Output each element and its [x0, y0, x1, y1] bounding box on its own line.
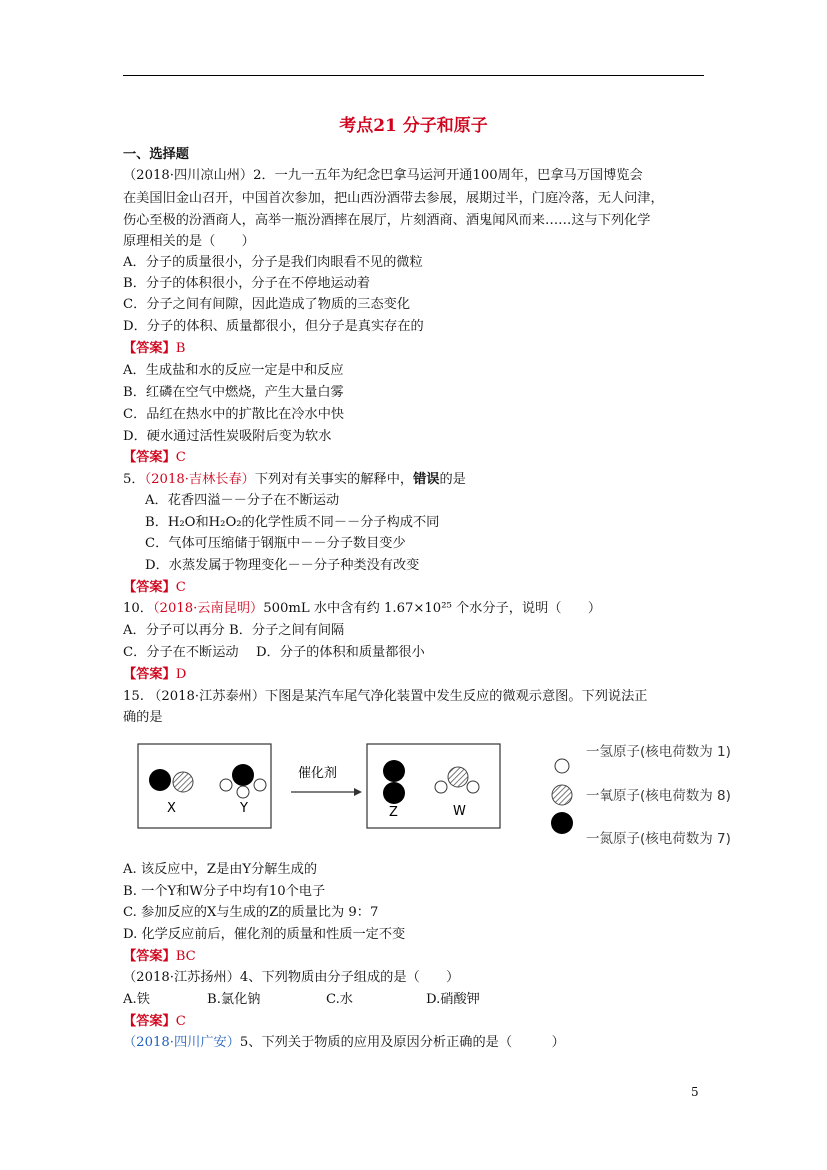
molecule-z: [383, 760, 405, 804]
q1-line-2: 在美国旧金山召开，中国首次参加，把山西汾酒带去参展，展期过半，门庭冷落，无人问津，: [123, 191, 664, 206]
answer-label: 【答案】: [123, 580, 176, 595]
answer-value: C: [175, 580, 186, 595]
q3-option-d: D．水蒸发属于物理变化－－分子种类没有改变: [145, 558, 420, 573]
q6-answer: [123, 1011, 186, 1032]
q5-line-1: 15. （2018·江苏泰州）下图是某汽车尾气净化装置中发生反应的微观示意图。下列说法正: [123, 689, 648, 704]
q4-answer: [123, 664, 186, 685]
q3-answer: [123, 577, 186, 598]
page-number: 5: [691, 1085, 699, 1099]
q5-answer: [123, 946, 196, 967]
legend-oxygen-icon: [552, 785, 572, 805]
q2-option-d: D．硬水通过活性炭吸附后变为软水: [123, 429, 332, 444]
label-x: X: [167, 801, 176, 816]
q4-number: 10．: [123, 601, 153, 616]
q3-stem: [123, 469, 466, 490]
legend-nitrogen: 一氮原子(核电荷数为 7): [586, 831, 731, 847]
page-title: 考点21 分子和原子: [339, 116, 488, 136]
q6-option-b: B.氯化钠: [207, 992, 261, 1007]
q3-source: （2018·吉林长春）: [144, 472, 255, 487]
answer-value: D: [175, 667, 187, 682]
molecule-w: [435, 767, 479, 793]
q2-option-a: A．生成盐和水的反应一定是中和反应: [123, 363, 344, 378]
q3-emphasis: 错误: [413, 472, 440, 487]
q4-source: （2018·云南昆明）: [152, 601, 264, 616]
q1-option-d: D．分子的体积、质量都很小，但分子是真实存在的: [123, 319, 424, 334]
q3-stem-text: 下列对有关事实的解释中，: [254, 472, 414, 487]
answer-label: 【答案】: [123, 450, 176, 465]
q4-stem: [123, 598, 601, 619]
q5-option-a: A. 该反应中，Z是由Y分解生成的: [123, 862, 318, 877]
q7-source: （2018·四川广安）: [123, 1035, 240, 1050]
q6-stem: （2018·江苏扬州）4、下列物质由分子组成的是（ ）: [123, 970, 460, 985]
reaction-diagram: [130, 735, 780, 850]
section-heading: 一、选择题: [123, 147, 189, 162]
q5-option-c: C. 参加反应的X与生成的Z的质量比为 9：7: [123, 905, 379, 920]
q3-option-c: C．气体可压缩储于钢瓶中－－分子数目变少: [145, 536, 406, 551]
q1-answer: [123, 338, 185, 359]
q1-line-3: 伤心至极的汾酒商人，高举一瓶汾酒摔在展厅，片刻酒商、酒鬼闻风而来……这与下列化学: [123, 213, 651, 228]
q6-option-c: C.水: [326, 992, 353, 1007]
q4-options-line-2: C．分子在不断运动 D．分子的体积和质量都很小: [123, 645, 425, 660]
answer-label: 【答案】: [123, 949, 176, 964]
legend-hydrogen-icon: [555, 759, 569, 773]
q5-line-2: 确的是: [123, 710, 163, 725]
legend-oxygen: 一氧原子(核电荷数为 8): [586, 788, 731, 804]
q1-line-1: （2018·四川凉山州）2．一九一五年为纪念巴拿马运河开通100周年，巴拿马万国博览会: [123, 168, 643, 183]
answer-label: 【答案】: [123, 1014, 176, 1029]
q2-answer: [123, 447, 186, 468]
q3-option-b: B．H₂O和H₂O₂的化学性质不同－－分子构成不同: [145, 515, 440, 530]
label-y: Y: [240, 801, 248, 816]
header-rule: [123, 75, 704, 76]
answer-value: B: [175, 341, 186, 356]
q6-options: [123, 989, 480, 1010]
q3-number: 5．: [123, 472, 145, 487]
molecule-y: [220, 764, 266, 798]
q1-option-a: A．分子的质量很小，分子是我们肉眼看不见的微粒: [123, 255, 423, 270]
q1-option-c: C．分子之间有间隙，因此造成了物质的三态变化: [123, 297, 411, 312]
label-w: W: [453, 804, 466, 819]
q1-line-4: 原理相关的是（ ）: [123, 234, 255, 249]
legend-nitrogen-icon: [551, 812, 573, 834]
q2-option-c: C．品红在热水中的扩散比在冷水中快: [123, 407, 345, 422]
answer-value: C: [175, 450, 186, 465]
arrow-head: [354, 788, 362, 796]
q1-option-b: B．分子的体积很小，分子在不停地运动着: [123, 276, 371, 291]
answer-value: C: [175, 1014, 186, 1029]
q4-stem-text: 500mL 水中含有约 1.67×10²⁵ 个水分子，说明（ ）: [263, 601, 602, 616]
label-z: Z: [389, 805, 398, 820]
q6-option-a: A.铁: [123, 992, 150, 1007]
answer-value: BC: [175, 949, 196, 964]
q2-option-b: B．红磷在空气中燃烧，产生大量白雾: [123, 385, 344, 400]
q3-stem-tail: 的是: [439, 472, 466, 487]
q6-option-d: D.硝酸钾: [426, 992, 480, 1007]
answer-label: 【答案】: [123, 667, 176, 682]
molecule-x: [149, 769, 193, 792]
q5-option-b: B. 一个Y和W分子中均有10个电子: [123, 884, 326, 899]
q7-stem-text: 5、下列关于物质的应用及原因分析正确的是（ ）: [239, 1035, 565, 1050]
q3-option-a: A．花香四溢－－分子在不断运动: [145, 493, 340, 508]
catalyst-label: 催化剂: [298, 766, 338, 781]
q7-stem: [123, 1032, 565, 1053]
q5-option-d: D. 化学反应前后，催化剂的质量和性质一定不变: [123, 927, 406, 942]
q4-options-line-1: A．分子可以再分 B．分子之间有间隔: [123, 623, 345, 638]
legend-hydrogen: 一氢原子(核电荷数为 1): [586, 744, 731, 760]
answer-label: 【答案】: [123, 341, 176, 356]
